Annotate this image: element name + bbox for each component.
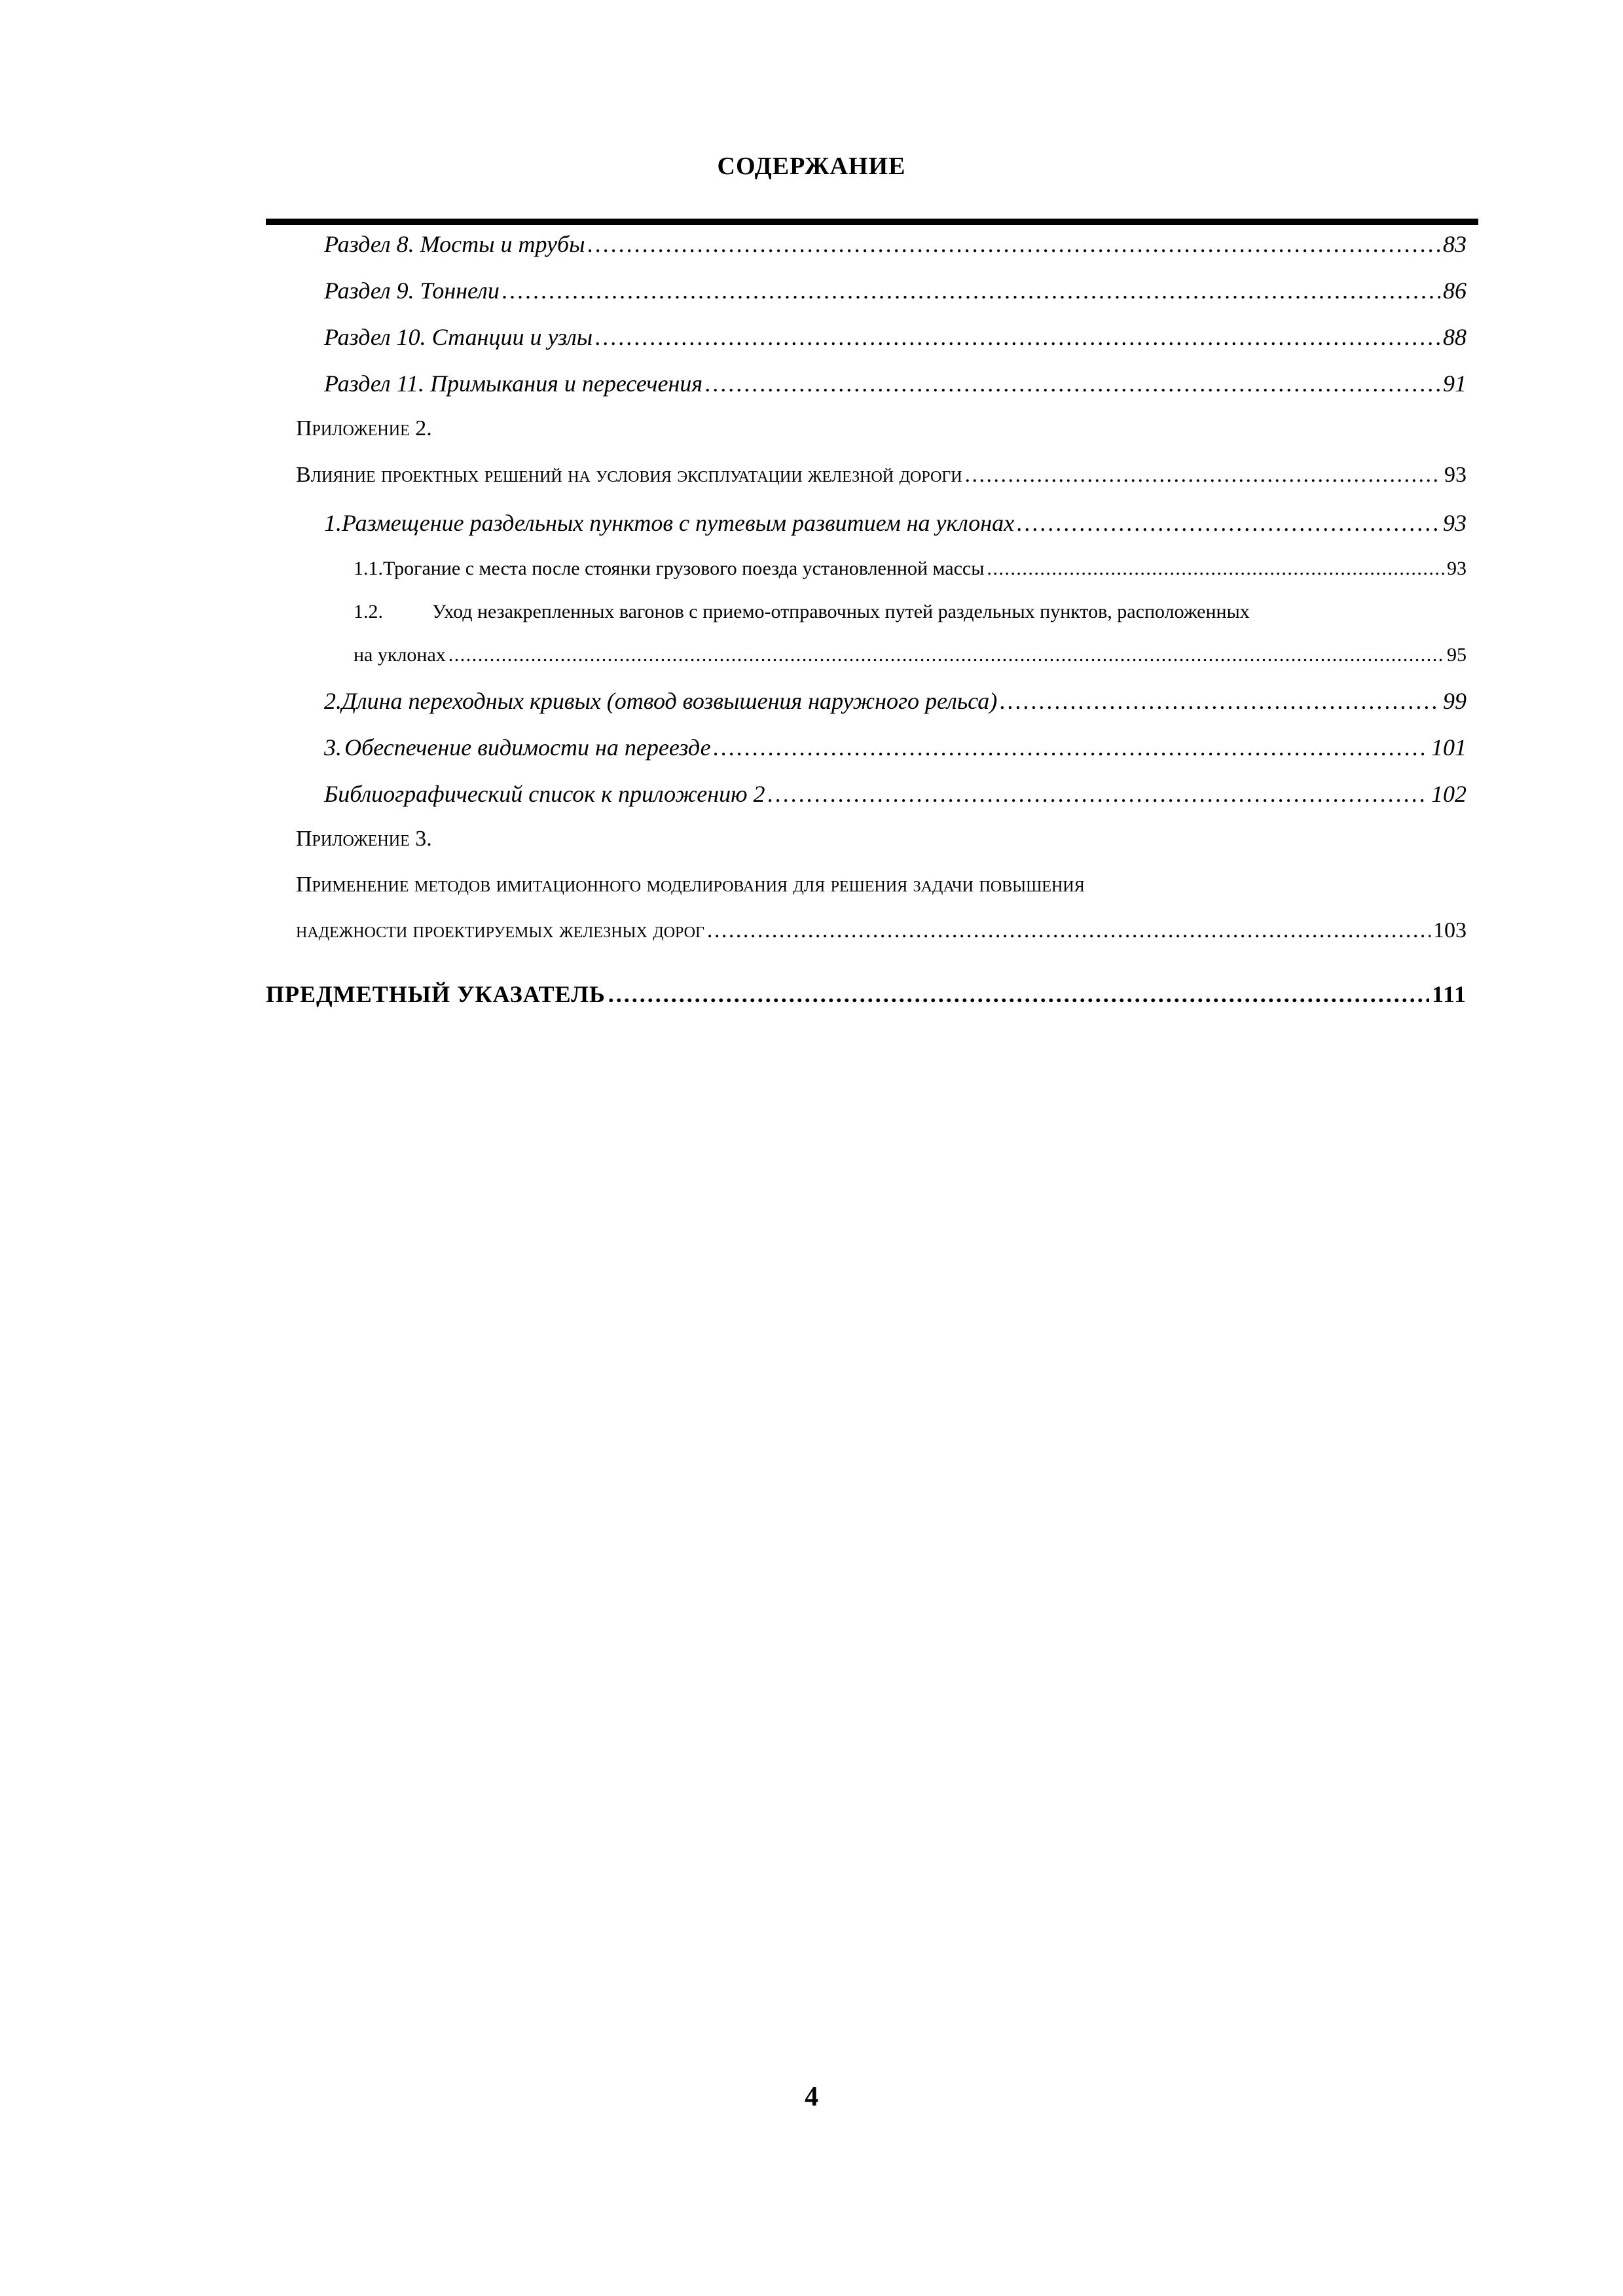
toc-entry-label: Раздел 9. Тоннели xyxy=(324,278,500,304)
toc-entry-number: 3. xyxy=(324,734,342,761)
toc-entry-label: Длина переходных кривых (отвод возвышения наружного рельса) xyxy=(342,688,998,714)
toc-entry-item-1-1[interactable] xyxy=(354,558,1467,580)
toc-entry-label: Раздел 10. Станции и узлы xyxy=(324,324,593,350)
toc-entry-subject-index[interactable] xyxy=(266,980,1467,1008)
dot-leader xyxy=(707,918,1431,943)
dot-leader xyxy=(987,558,1444,580)
page-title: СОДЕРЖАНИЕ xyxy=(717,152,906,180)
toc-page-number: 102 xyxy=(1431,781,1467,807)
toc-entry-label: на уклонах xyxy=(354,644,446,666)
toc-page-number: 88 xyxy=(1443,324,1467,350)
toc-page-number: 86 xyxy=(1443,278,1467,304)
toc-page-number: 111 xyxy=(1431,981,1467,1007)
toc-entry-section-10[interactable] xyxy=(324,323,1467,351)
toc-entry-item-1-2-line-2[interactable] xyxy=(354,644,1467,666)
toc-entry-label: Трогание с места после стоянки грузового поезда установленной массы xyxy=(383,558,985,579)
toc-entry-item-3[interactable] xyxy=(324,734,1467,761)
toc-page-number: 99 xyxy=(1443,688,1467,714)
toc-entry-appendix-3-line-2[interactable] xyxy=(296,918,1467,943)
toc-entry-appendix-3-line-1[interactable]: Применение методов имитационного моделирования для решения задачи повышения xyxy=(296,872,1085,897)
toc-page-number: 95 xyxy=(1447,644,1467,666)
dot-leader xyxy=(608,980,1429,1008)
toc-entry-item-1-2-line-1[interactable] xyxy=(354,601,1467,623)
title-rule xyxy=(266,219,1478,225)
toc-entry-label: Раздел 8. Мосты и трубы xyxy=(324,231,585,257)
dot-leader xyxy=(965,463,1442,488)
toc-entry-label: Влияние проектных решений на условия эксплуатации железной дороги xyxy=(296,463,962,487)
toc-page-number: 93 xyxy=(1447,558,1467,579)
toc-page-number: 83 xyxy=(1443,231,1467,257)
toc-entry-label: Раздел 11. Примыкания и пересечения xyxy=(324,370,703,397)
toc-entry-item-1[interactable] xyxy=(324,509,1467,537)
toc-entry-number: 1.1. xyxy=(354,558,383,579)
toc-entry-appendix-2[interactable] xyxy=(296,463,1467,488)
toc-page-number: 103 xyxy=(1433,918,1467,942)
toc-entry-section-8[interactable] xyxy=(324,230,1467,258)
toc-page-number: 93 xyxy=(1444,463,1467,487)
toc-entry-label: Библиографический список к приложению 2 xyxy=(324,781,765,807)
toc-entry-label: Обеспечение видимости на переезде xyxy=(344,734,711,761)
toc-entry-number: 1.2. xyxy=(354,601,383,622)
dot-leader xyxy=(595,323,1440,351)
toc-entry-number: 1. xyxy=(324,510,342,536)
dot-leader xyxy=(714,734,1429,761)
toc-entry-number: 2. xyxy=(324,688,342,714)
toc-entry-label: Размещение раздельных пунктов с путевым развитием на уклонах xyxy=(342,510,1015,536)
dot-leader xyxy=(502,277,1440,304)
toc-entry-label: Уход незакрепленных вагонов с приемо-отправочных путей раздельных пунктов, расположенных xyxy=(432,601,1250,622)
page-number: 4 xyxy=(805,2082,818,2112)
toc-entry-section-9[interactable] xyxy=(324,277,1467,304)
dot-leader xyxy=(1000,687,1440,715)
appendix-3-heading: Приложение 3. xyxy=(296,827,432,851)
toc-page-number: 93 xyxy=(1443,510,1467,536)
dot-leader xyxy=(1017,509,1440,537)
appendix-2-heading: Приложение 2. xyxy=(296,416,432,440)
toc-entry-section-11[interactable] xyxy=(324,370,1467,397)
toc-entry-label: ПРЕДМЕТНЫЙ УКАЗАТЕЛЬ xyxy=(266,981,606,1007)
toc-entry-item-2[interactable] xyxy=(324,687,1467,715)
toc-page-number: 91 xyxy=(1443,370,1467,397)
dot-leader xyxy=(587,230,1440,258)
toc-entry-label: надежности проектируемых железных дорог xyxy=(296,918,704,942)
dot-leader xyxy=(705,370,1440,397)
dot-leader xyxy=(767,780,1429,808)
toc-page-number: 101 xyxy=(1431,734,1467,761)
dot-leader xyxy=(448,644,1444,666)
toc-entry-bibliography[interactable] xyxy=(324,780,1467,808)
